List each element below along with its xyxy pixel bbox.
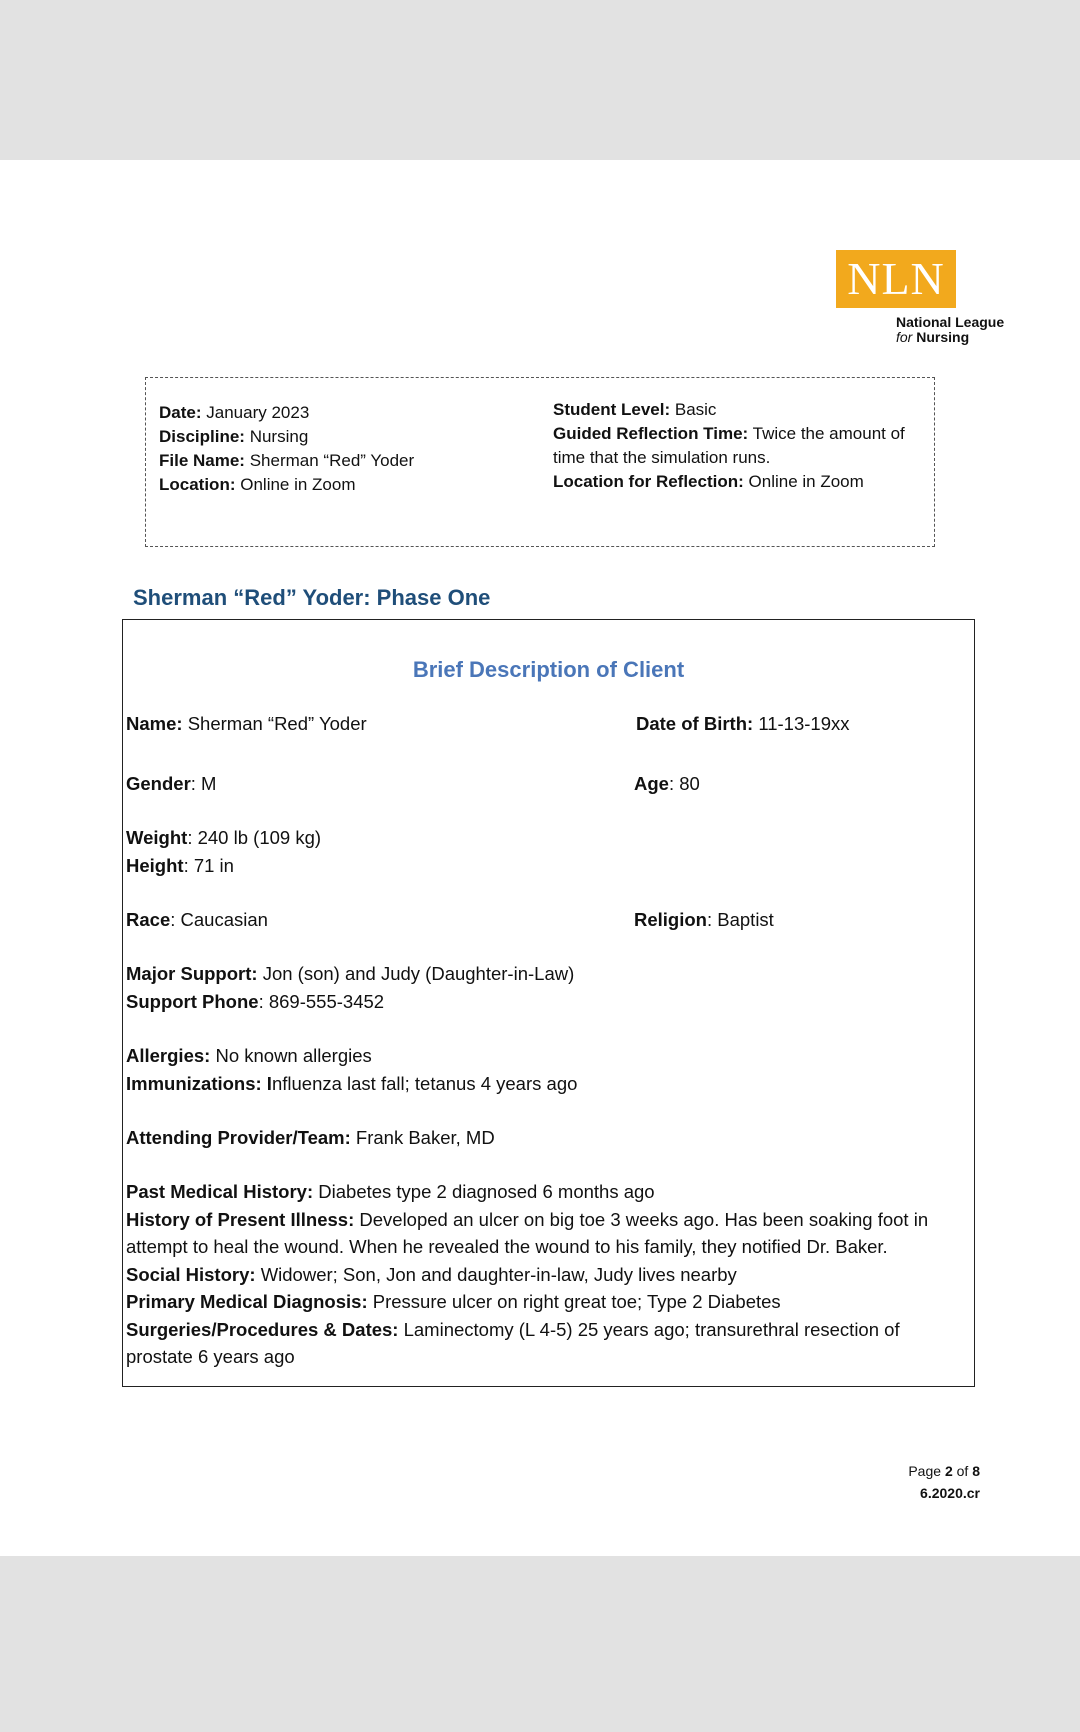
client-attending-provider: Attending Provider/Team: Frank Baker, MD xyxy=(126,1127,495,1148)
info-discipline: Discipline: Nursing xyxy=(159,427,309,446)
client-gender: Gender: M xyxy=(126,773,217,794)
client-major-support: Major Support: Jon (son) and Judy (Daughter-in-Law) xyxy=(126,963,575,984)
info-date: Date: January 2023 xyxy=(159,403,310,422)
info-file-name: File Name: Sherman “Red” Yoder xyxy=(159,451,415,470)
logo-line1: National League xyxy=(896,314,1005,330)
client-heading: Brief Description of Client xyxy=(412,657,685,682)
client-description-box xyxy=(122,619,975,1387)
logo-line2-for: for xyxy=(896,329,913,345)
client-support-phone: Support Phone: 869-555-3452 xyxy=(126,991,385,1012)
client-age: Age: 80 xyxy=(634,773,700,794)
logo-subtitle xyxy=(896,315,1004,345)
client-dob: Date of Birth: 11-13-19xx xyxy=(636,713,850,734)
client-surgeries: Surgeries/Procedures & Dates: Laminectomy (L 4-5) 25 years ago; transurethral resection of prostate 6 years ago xyxy=(126,1318,900,1367)
phase-title: Sherman “Red” Yoder: Phase One xyxy=(133,585,491,610)
client-name: Name: Sherman “Red” Yoder xyxy=(126,713,367,734)
page-footer xyxy=(880,1460,980,1504)
info-reflection-location: Location for Reflection: Online in Zoom xyxy=(553,472,864,491)
document-page xyxy=(0,160,1080,1556)
nln-logo xyxy=(836,250,956,308)
logo-line2-rest: Nursing xyxy=(916,329,970,345)
client-religion: Religion: Baptist xyxy=(634,909,774,930)
simulation-info-box xyxy=(145,377,935,547)
client-primary-diagnosis: Primary Medical Diagnosis: Pressure ulcer on right great toe; Type 2 Diabetes xyxy=(126,1291,781,1312)
version-code: 6.2020.cr xyxy=(920,1485,980,1501)
client-history-block xyxy=(126,1178,966,1371)
client-past-medical-history: Past Medical History: Diabetes type 2 diagnosed 6 months ago xyxy=(126,1181,655,1202)
info-student-level: Student Level: Basic xyxy=(553,400,717,419)
client-race: Race: Caucasian xyxy=(126,909,268,930)
info-right-column xyxy=(553,398,925,494)
logo-line2 xyxy=(896,330,1004,345)
client-allergies: Allergies: No known allergies xyxy=(126,1045,372,1066)
info-left-column xyxy=(159,401,414,497)
client-immunizations: Immunizations: Influenza last fall; tetanus 4 years ago xyxy=(126,1073,578,1094)
info-location: Location: Online in Zoom xyxy=(159,475,356,494)
client-social-history: Social History: Widower; Son, Jon and daughter-in-law, Judy lives nearby xyxy=(126,1263,737,1285)
client-height: Height: 71 in xyxy=(126,855,234,876)
logo-acronym: NLN xyxy=(847,253,945,304)
page-number: Page 2 of 8 xyxy=(908,1463,980,1479)
client-weight: Weight: 240 lb (109 kg) xyxy=(126,827,322,848)
client-present-illness: History of Present Illness: Developed an ulcer on big toe 3 weeks ago. Has been soaking foot in attempt to heal the wound. When he revealed the wound to his family, they notified Dr. Baker. xyxy=(126,1208,929,1257)
info-reflection-time: Guided Reflection Time: Twice the amount of time that the simulation runs. xyxy=(553,424,905,467)
